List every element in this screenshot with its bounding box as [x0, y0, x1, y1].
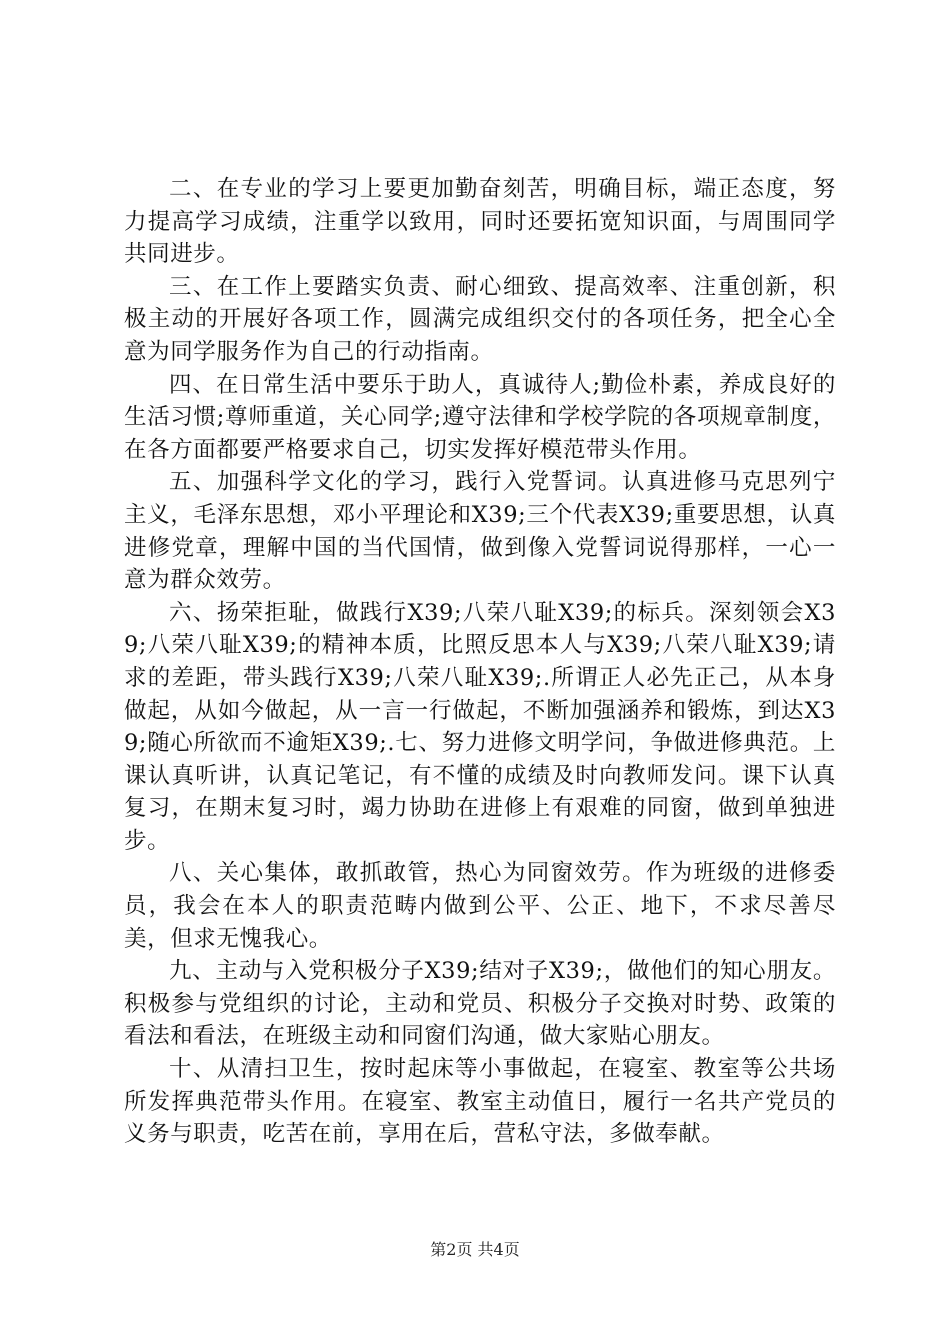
paragraph-8: 八、关心集体，敢抓敢管，热心为同窗效劳。作为班级的进修委员，我会在本人的职责范畴内做到公平、公正、地下，不求尽善尽美，但求无愧我心。 [124, 860, 836, 952]
paragraph-6: 六、扬荣拒耻，做践行X39;八荣八耻X39;的标兵。深刻领会X39;八荣八耻X39;的精神本质，比照反思本人与X39;八荣八耻X39;请求的差距，带头践行X39;八荣八耻X39;.所谓正人必先正己，从本身做起，从如今做起，从一言一行做起，不断加强涵养和锻炼，到达X39;随心所欲而不逾矩X39;.七、努力进修文明学问，争做进修典范。上课认真听讲，认真记笔记，有不懂的成绩及时向教师发问。课下认真复习，在期末复习时，竭力协助在进修上有艰难的同窗，做到单独进步。 [124, 599, 836, 854]
page-number-footer: 第2页 共4页 [430, 1240, 520, 1259]
document-body [124, 173, 836, 1151]
paragraph-5: 五、加强科学文化的学习，践行入党誓词。认真进修马克思列宁主义，毛泽东思想，邓小平理论和X39;三个代表X39;重要思想，认真进修党章，理解中国的当代国情，做到像入党誓词说得那样，一心一意为群众效劳。 [124, 469, 836, 594]
paragraph-10: 十、从清扫卫生，按时起床等小事做起，在寝室、教室等公共场所发挥典范带头作用。在寝室、教室主动值日，履行一名共产党员的义务与职责，吃苦在前，享用在后，营私守法，多做奉献。 [124, 1056, 836, 1148]
paragraph-2: 二、在专业的学习上要更加勤奋刻苦，明确目标，端正态度，努力提高学习成绩，注重学以致用，同时还要拓宽知识面，与周围同学共同进步。 [124, 176, 836, 268]
paragraph-9: 九、主动与入党积极分子X39;结对子X39;，做他们的知心朋友。积极参与党组织的讨论，主动和党员、积极分子交换对时势、政策的看法和看法，在班级主动和同窗们沟通，做大家贴心朋友。 [124, 958, 836, 1050]
paragraph-4: 四、在日常生活中要乐于助人，真诚待人;勤俭朴素，养成良好的生活习惯;尊师重道，关心同学;遵守法律和学校学院的各项规章制度，在各方面都要严格要求自己，切实发挥好模范带头作用。 [124, 371, 836, 463]
paragraph-3: 三、在工作上要踏实负责、耐心细致、提高效率、注重创新，积极主动的开展好各项工作，圆满完成组织交付的各项任务，把全心全意为同学服务作为自己的行动指南。 [124, 273, 836, 365]
